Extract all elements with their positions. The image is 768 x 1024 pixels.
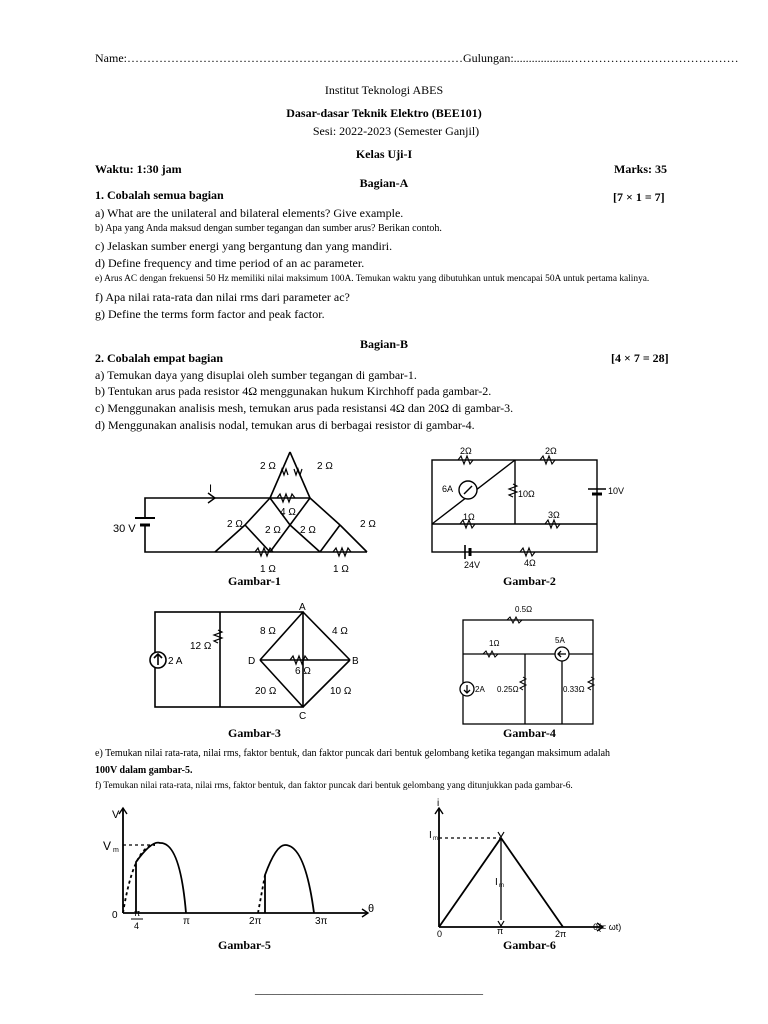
institute-name: Institut Teknologi ABES [324, 83, 444, 97]
question-b2: b) Tentukan arus pada resistor 4Ω menggunakan hukum Kirchhoff pada gambar-2. [95, 384, 492, 398]
section-a-title: Bagian-A [359, 176, 409, 190]
fig5-origin: 0 [112, 910, 118, 921]
figure-3-circuit [140, 602, 365, 724]
session-line: Sesi: 2022-2023 (Semester Ganjil) [312, 124, 480, 138]
exam-title: Kelas Uji-I [355, 147, 413, 161]
fig1-r-bottom-left: 1 Ω [260, 564, 276, 575]
time-label: Waktu: 1:30 jam [95, 162, 182, 176]
fig1-r-center-right: 2 Ω [300, 525, 316, 536]
section-b-title: Bagian-B [359, 337, 408, 351]
fig4-caption: Gambar-4 [503, 726, 556, 740]
fig6-tick-pi: π [497, 926, 504, 936]
section-b-marks: [4 × 7 = 28] [611, 351, 669, 365]
fig2-voltage-bottom: 24V [464, 560, 481, 570]
fig5-tick-3pi: 3π [315, 916, 328, 927]
fig3-node-c: C [299, 711, 307, 722]
fig1-r-mid-left: 2 Ω [227, 519, 243, 530]
fig6-im-mid-sub: m [499, 883, 504, 889]
section-a-instruction: 1. Cobalah semua bagian [95, 188, 224, 202]
question-b4: d) Menggunakan analisis nodal, temukan arus di berbagai resistor di gambar-4. [95, 418, 475, 432]
fig5-caption: Gambar-5 [218, 938, 271, 952]
fig1-r-top-right: 2 Ω [317, 461, 333, 472]
course-title: Dasar-dasar Teknik Elektro (BEE101) [286, 106, 482, 120]
footer-rule: ______________________________________ [255, 982, 483, 996]
fig6-im-top: I [429, 830, 432, 841]
name-roll-line: Name:…………………………………………………………………………Gulungan:...................…………………………………… [95, 51, 739, 65]
fig1-r-top-left: 2 Ω [260, 461, 276, 472]
fig1-r-mid-right: 2 Ω [360, 519, 376, 530]
fig5-tick-pi-over-4-num: π [134, 908, 141, 918]
fig1-source-label: 30 V [113, 523, 136, 535]
figure-4-circuit [455, 602, 605, 724]
fig1-r-middle: 4 Ω [280, 507, 296, 518]
fig2-r-top-left: 2Ω [460, 446, 472, 456]
fig5-tick-pi-over-4-den: 4 [134, 921, 140, 931]
question-a2: b) Apa yang Anda maksud dengan sumber tegangan dan sumber arus? Berikan contoh. [95, 223, 442, 234]
fig2-r-bottom: 4Ω [524, 558, 536, 568]
figure-1-circuit [105, 440, 395, 580]
fig6-tick-2pi: 2π [555, 929, 567, 939]
question-a7: g) Define the terms form factor and peak factor. [95, 307, 325, 321]
fig3-r-bottom-left: 20 Ω [255, 686, 277, 697]
section-b-instruction: 2. Cobalah empat bagian [95, 351, 224, 365]
marks-label: Marks: 35 [614, 162, 667, 176]
fig2-voltage-right: 10V [608, 486, 625, 496]
fig4-current-5a: 5A [555, 636, 565, 645]
question-b6: f) Temukan nilai rata-rata, nilai rms, faktor bentuk, dan faktor puncak dari bentuk gelombang yang ditunjukkan pada gambar-6. [95, 781, 573, 791]
fig2-r-mid-left: 1Ω [463, 512, 475, 522]
fig3-current-source: 2 A [168, 656, 183, 667]
fig6-x-axis-label: θ(= ωt) [593, 922, 622, 932]
figure-6-waveform [425, 800, 635, 940]
fig5-tick-pi: π [183, 916, 190, 927]
fig4-r-top: 0.5Ω [515, 605, 533, 614]
question-a6: f) Apa nilai rata-rata dan nilai rms dari parameter ac? [95, 290, 350, 304]
fig3-r-bottom-right: 10 Ω [330, 686, 352, 697]
fig3-caption: Gambar-3 [228, 726, 281, 740]
fig2-r-mid-right: 3Ω [548, 510, 560, 520]
fig3-r-vertical: 12 Ω [190, 641, 212, 652]
section-a-marks: [7 × 1 = 7] [613, 190, 665, 204]
question-a3: c) Jelaskan sumber energi yang bergantung dan yang mandiri. [95, 239, 393, 253]
fig4-r-right: 0.33Ω [563, 685, 585, 694]
fig6-caption: Gambar-6 [503, 938, 556, 952]
fig3-node-a: A [299, 602, 306, 613]
fig5-x-axis-label: θ [368, 903, 375, 915]
question-b5-line1: e) Temukan nilai rata-rata, nilai rms, faktor bentuk, dan faktor puncak dari bentuk gelombang ketika tegangan maksimum adalah [95, 748, 611, 759]
question-b3: c) Menggunakan analisis mesh, temukan arus pada resistansi 4Ω dan 20Ω di gambar-3. [95, 401, 514, 415]
fig6-origin: 0 [437, 929, 443, 939]
question-b1: a) Temukan daya yang disuplai oleh sumber tegangan di gambar-1. [95, 368, 417, 382]
fig3-node-d: D [248, 656, 256, 667]
fig5-vm-label: V [103, 839, 112, 853]
fig2-r-top-right: 2Ω [545, 446, 557, 456]
fig1-current-label: I [209, 483, 213, 495]
fig6-im-mid: I [495, 877, 498, 888]
fig5-vm-sub: m [113, 847, 119, 854]
question-b5-line2: 100V dalam gambar-5. [95, 765, 193, 776]
figure-2-circuit [420, 442, 635, 572]
fig3-r-middle: 6 Ω [295, 666, 311, 677]
fig4-r-middle: 0.25Ω [497, 685, 519, 694]
fig6-y-axis-label: i [437, 798, 440, 809]
fig2-r-vertical: 10Ω [518, 489, 535, 499]
fig1-r-bottom-right: 1 Ω [333, 564, 349, 575]
fig5-tick-2pi: 2π [249, 916, 262, 927]
fig2-current-source: 6A [442, 484, 454, 494]
figure-5-waveform [100, 800, 390, 940]
fig1-caption: Gambar-1 [228, 574, 281, 588]
fig5-y-axis-label: V [112, 809, 120, 821]
question-a5: e) Arus AC dengan frekuensi 50 Hz memiliki nilai maksimum 100A. Temukan waktu yang dibutuhkan untuk mencapai 50A untuk pertama kalinya. [95, 274, 650, 284]
question-a1: a) What are the unilateral and bilateral elements? Give example. [95, 206, 404, 220]
fig4-r-left: 1Ω [489, 639, 500, 648]
fig6-im-top-sub: m [433, 836, 438, 842]
fig3-r-top-left: 8 Ω [260, 626, 276, 637]
fig2-caption: Gambar-2 [503, 574, 556, 588]
fig3-node-b: B [352, 656, 359, 667]
fig4-current-2a: 2A [475, 685, 485, 694]
fig1-r-center-left: 2 Ω [265, 525, 281, 536]
question-a4: d) Define frequency and time period of an ac parameter. [95, 256, 365, 270]
fig3-r-top-right: 4 Ω [332, 626, 348, 637]
